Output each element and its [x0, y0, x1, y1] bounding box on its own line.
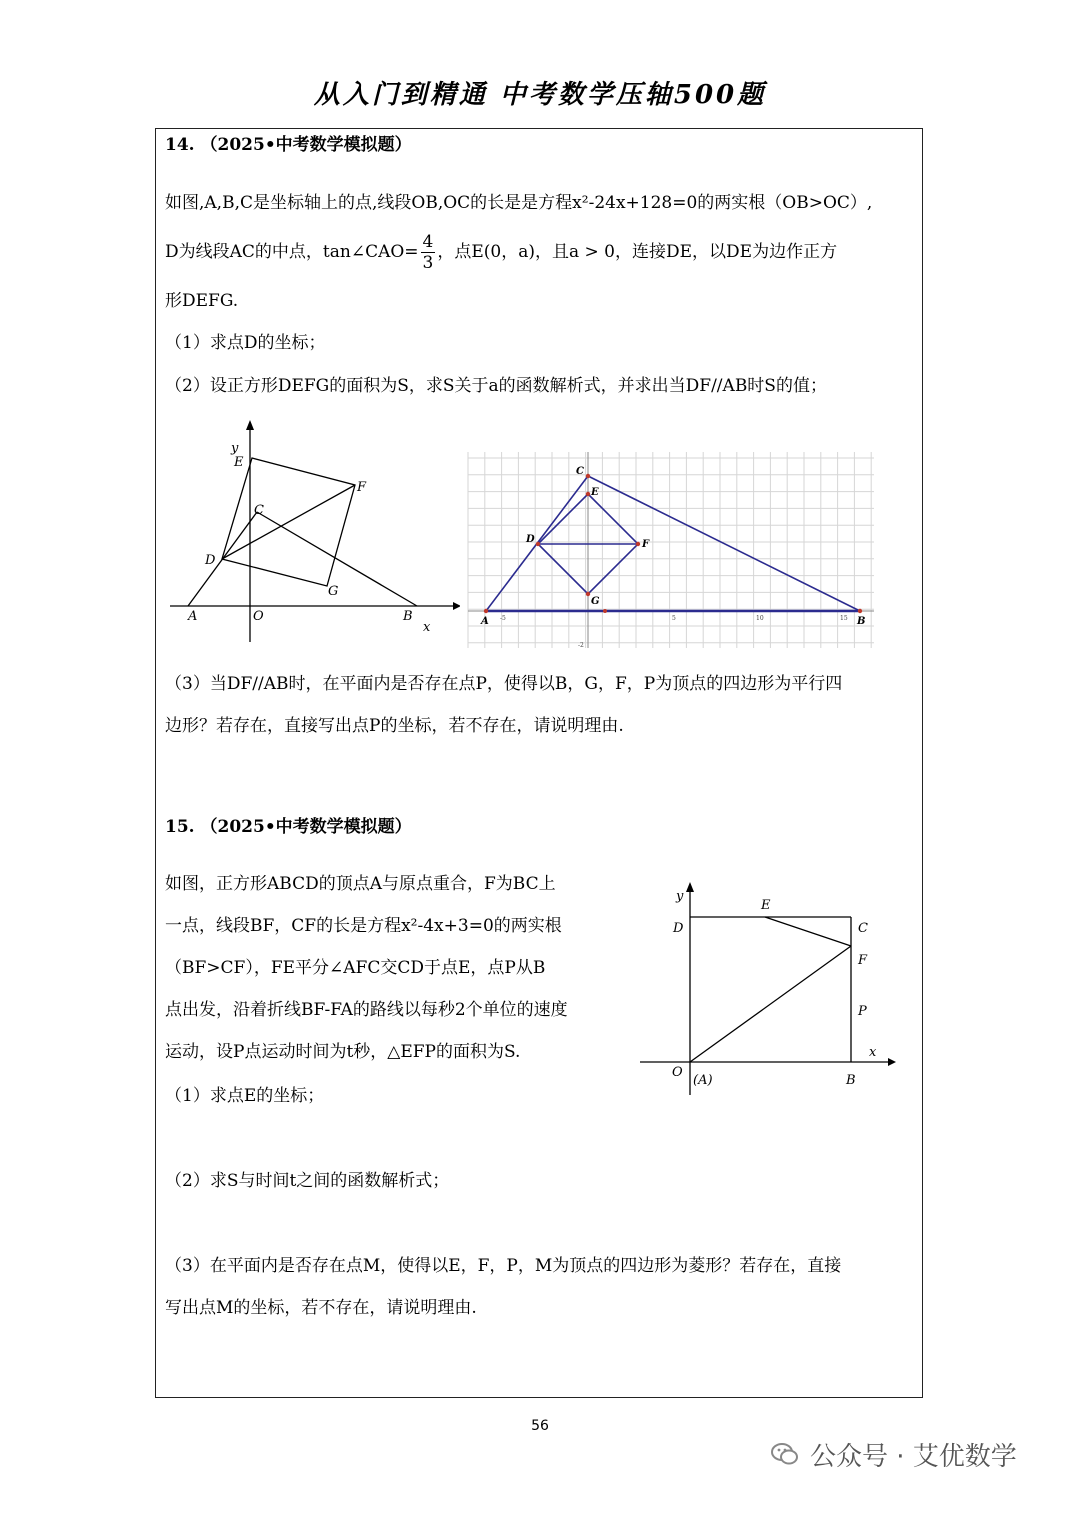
diagonal-df	[222, 485, 355, 559]
point-e	[586, 492, 590, 496]
q15-line1: 如图，正方形ABCD的顶点A与原点重合，F为BC上	[165, 874, 556, 894]
f3-label-p: P	[858, 1004, 867, 1019]
f3-label-a: (A)	[693, 1073, 713, 1088]
q15-number: 15.	[165, 817, 195, 837]
q15-heading	[165, 816, 412, 838]
page-title: 从入门到精通 中考数学压轴500题	[313, 80, 767, 110]
q14-figure-left	[165, 420, 460, 645]
q14-line3: 形DEFG.	[165, 291, 239, 311]
point-origin-mark	[603, 609, 607, 613]
fraction-numerator: 4	[422, 232, 434, 252]
f3-label-e: E	[761, 898, 771, 913]
grid-label-e: E	[591, 487, 599, 498]
tick-minus5: -5	[500, 615, 506, 622]
q15-part3-line2: 写出点M的坐标，若不存在，请说明理由.	[165, 1298, 477, 1318]
tick-10: 10	[756, 615, 764, 622]
q14-heading	[165, 134, 412, 156]
wechat-icon	[770, 1439, 800, 1469]
grid-label-d: D	[526, 534, 535, 545]
q15-line4: 点出发，沿着折线BF-FA的路线以每秒2个单位的速度	[165, 1000, 568, 1020]
point-b	[858, 609, 862, 613]
point-g	[586, 592, 590, 596]
q15-line5: 运动，设P点运动时间为t秒，△EFP的面积为S.	[165, 1042, 521, 1062]
q15-part2: （2）求S与时间t之间的函数解析式；	[165, 1171, 450, 1191]
label-b: B	[403, 609, 413, 624]
q14-number: 14.	[165, 135, 195, 155]
f3-y-arrow	[686, 882, 694, 892]
point-a	[484, 609, 488, 613]
label-a: A	[188, 609, 198, 624]
grid-label-f: F	[642, 539, 650, 550]
f3-label-c: C	[858, 921, 868, 936]
segment-ef	[765, 917, 851, 946]
label-x: x	[423, 620, 431, 635]
q15-line2: 一点，线段BF，CF的长是方程x²-4x+3=0的两实根	[165, 916, 562, 936]
point-d	[536, 542, 540, 546]
label-e: E	[234, 455, 244, 470]
q14-line1: 如图,A,B,C是坐标轴上的点,线段OB,OC的长是是方程x²-24x+128=0的两实根（OB>OC）,	[165, 193, 873, 213]
f3-x-arrow	[888, 1058, 896, 1066]
label-y: y	[231, 441, 239, 456]
q14-line2a: D为线段AC的中点，tan∠CAO=	[165, 242, 419, 262]
segment-af	[690, 946, 851, 1062]
q14-part1: （1）求点D的坐标；	[165, 333, 326, 353]
y-arrow	[246, 420, 254, 430]
grid-lines	[468, 452, 874, 648]
grid-label-a: A	[481, 616, 489, 627]
q14-part3-line1: （3）当DF//AB时，在平面内是否存在点P，使得以B，G，F，P为顶点的四边形为平行四	[165, 674, 843, 694]
q15-source: （2025•中考数学模拟题）	[200, 817, 412, 837]
f3-label-x: x	[869, 1045, 877, 1060]
point-c	[586, 474, 590, 478]
x-arrow	[453, 602, 460, 610]
f3-label-y: y	[676, 889, 684, 904]
grid-label-g: G	[591, 596, 600, 607]
point-f	[636, 542, 640, 546]
watermark-text: 公众号 · 艾优数学	[810, 1441, 1017, 1472]
q14-line2b: ，点E(0，a)，且a > 0，连接DE，以DE为边作正方	[437, 242, 838, 262]
fraction-denominator: 3	[422, 253, 434, 273]
f3-label-o: O	[672, 1065, 683, 1080]
tan-fraction	[421, 232, 436, 273]
f3-label-d: D	[673, 921, 684, 936]
label-o: O	[253, 609, 264, 624]
q14-line2	[165, 232, 837, 273]
grid-label-b: B	[857, 616, 866, 627]
q14-part2: （2）设正方形DEFG的面积为S，求S关于a的函数解析式，并求出当DF//AB时S的值；	[165, 376, 827, 396]
f3-label-f: F	[858, 953, 868, 968]
q14-figure-grid	[466, 450, 878, 650]
q15-line3: （BF>CF），FE平分∠AFC交CD于点E，点P从B	[165, 958, 546, 978]
tick-minus2: -2	[578, 642, 584, 649]
tick-5: 5	[672, 615, 676, 622]
q15-part1: （1）求点E的坐标；	[165, 1086, 325, 1106]
q14-source: （2025•中考数学模拟题）	[200, 135, 412, 155]
label-c: C	[254, 503, 264, 518]
q15-figure	[640, 880, 902, 1100]
page-number: 56	[531, 1418, 549, 1434]
q14-part3-line2: 边形？若存在，直接写出点P的坐标，若不存在，请说明理由.	[165, 716, 624, 736]
label-f: F	[357, 480, 367, 495]
f3-label-b: B	[846, 1073, 856, 1088]
label-d: D	[205, 553, 216, 568]
watermark	[770, 1434, 1017, 1474]
q15-part3-line1: （3）在平面内是否存在点M，使得以E，F，P，M为顶点的四边形为菱形？若存在，直接	[165, 1256, 842, 1276]
label-g: G	[328, 584, 339, 599]
content-box	[155, 128, 923, 1398]
tick-15: 15	[840, 615, 848, 622]
grid-label-c: C	[576, 466, 584, 477]
